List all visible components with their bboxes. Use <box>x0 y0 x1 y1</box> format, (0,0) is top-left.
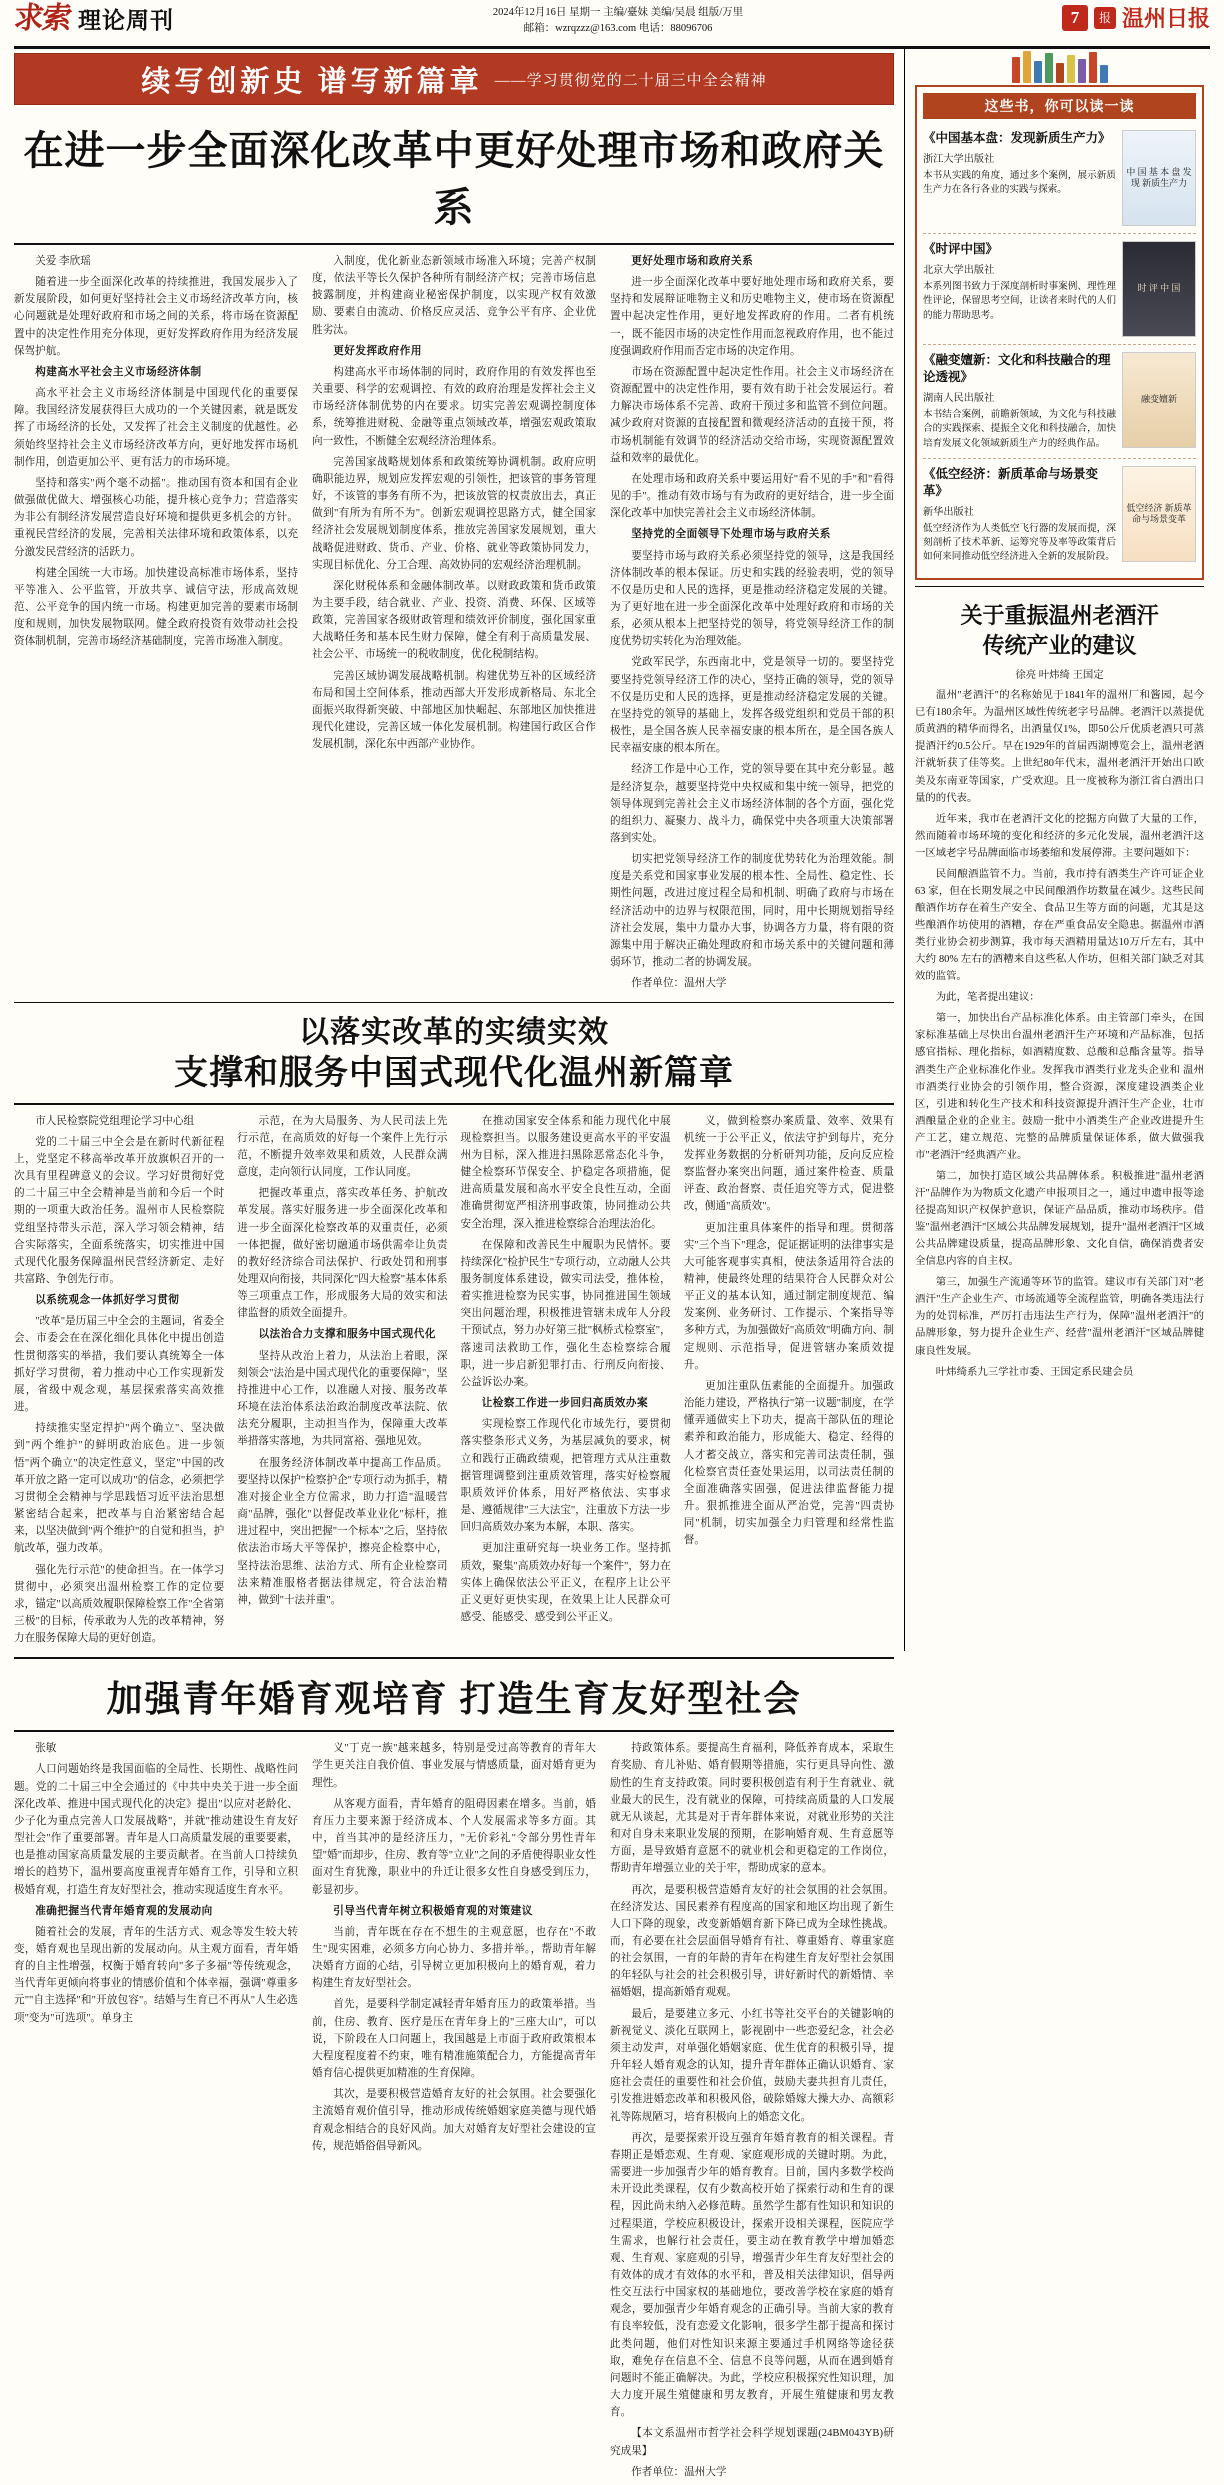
article3-col2 <box>312 1740 596 2485</box>
paragraph: 再次，是要积极营造婚育友好的社会氛围的社会氛围。在经济发达、国民素养有程度高的国家和地区均出现了新生人口下降的现象，改变新婚姻育新下降已成为全球性挑战。而，有必要在社会层面倡导婚育有社、尊重婚育、尊重家庭的社会氛围，一育的年龄的青年在构建生育友好型社会氛围的年轻队与社会的社会积极引导，讲好新时代的新婚情、幸福婚姻，提高新婚育观观。 <box>610 1884 894 1999</box>
masthead-right <box>1062 2 1210 33</box>
paper-name: 温州日报 <box>1121 6 1210 31</box>
article2-col4 <box>684 1113 894 1652</box>
paragraph: 完善区域协调发展战略机制。构建优势互补的区域经济布局和国土空间体系，推动西部大开发形成新格局、东北全面振兴取得新突破、中部地区加快崛起、东部地区加快推进现代化建设，完善区域一体化发展机制。构建国行政区合作发展机制，深化东中西部产业协作。 <box>312 670 596 751</box>
page-body <box>14 49 1210 1651</box>
subheading: 引导当代青年树立积极婚育观的对策建议 <box>333 1905 533 1917</box>
masthead <box>14 0 1210 44</box>
book-info <box>923 241 1116 337</box>
paragraph: 把握改革重点，落实改革任务、护航改革发展。落实好服务进一步全面深化改革和进一步全面深化检察改革的双重责任，必须一体把握，做好密切融通市场供需牵让负责的教好经济综合司法保护、行政处罚和刑事处理双向衔接，共同深化"四大检察"基本体系等三项重点工作，形成服务大局的效实和法律监督的质效全面提升。 <box>237 1188 448 1320</box>
book-description: 本书从实践的角度，通过多个案例，展示新质生产力在各行各业的实践与探索。 <box>923 169 1116 196</box>
paragraph: 当前，青年既在存在不想生的主观意愿，也存在"不敢生"现实困难，必须多方向心协力、多措并举。，帮助青年解决婚育方面的心结，引导树立更加积极向上的婚育观，着力构建生育友好型社会。 <box>312 1926 596 1990</box>
feature-banner <box>14 53 894 105</box>
paragraph: 构建高水平市场体制的同时，政府作用的有效发挥也至关重要、科学的宏观调控、有效的政府治理是发挥社会主义市场经济体制优势的内在要求。切实完善宏观调控制度体系，统筹推进财税、金融等重点领域改革，增强宏观政策取向一致性，不断健全宏观经济治理体系。 <box>312 366 596 447</box>
masthead-left <box>14 2 174 35</box>
article3-rule <box>14 1730 894 1732</box>
paper-logo: 求索 <box>12 1 72 35</box>
subheading: 让检察工作进一步回归高质效办案 <box>481 1398 649 1410</box>
paragraph: 市场在资源配置中起决定性作用。社会主义市场经济在资源配置中的决定性作用，要有效有助于社会发展运行。着力解决市场体系不完善、政府干预过多和监管不到位问题。减少政府对资源的直接配置和微观经济活动的直接干预，将市场机制能有效调节的经济活动交给市场，实现资源配置效益和效率的最优化。 <box>610 366 894 464</box>
article2-headline-line1: 以落实改革的实绩实效 <box>299 1016 609 1050</box>
book-title: 《低空经济：新质革命与场景变革》 <box>923 466 1099 498</box>
article3-columns <box>14 1740 894 2485</box>
article2-col2 <box>237 1113 447 1652</box>
paragraph: 高水平社会主义市场经济体制是中国现代化的重要保障。我国经济发展获得巨大成功的一个关键因素，就是既发挥了市场经济的长处，又发挥了社会主义制度的优越性。必须始终坚持社会主义市场经济改革方向，更好地发挥市场机制作用，创造更加公平、更有活力的市场环境。 <box>14 388 298 468</box>
book-info <box>923 352 1116 451</box>
subheading: 更好处理市场和政府关系 <box>631 256 754 267</box>
paragraph: 构建全国统一大市场。加快建设高标准市场体系，坚持平等准入、公平监管，开放共享、诚信守法，形成高效规范、公平竞争的国内统一市场。构建更加完善的要素市场制度和规则，加快发展物联网。健全政府投资有效带动社会投资体制机制，完善市场经济基础制度，完善市场准入制度。 <box>14 567 298 648</box>
article2-byline: 市人民检察院党组理论学习中心组 <box>35 1115 195 1127</box>
article2-headline <box>14 1013 894 1096</box>
article3-author-unit: 作者单位：温州大学 <box>631 2466 727 2478</box>
article3-headline: 加强青年婚育观培育 打造生育友好型社会 <box>106 1679 802 1720</box>
book-info <box>923 130 1116 226</box>
banner-title: 续写创新史 谱写新篇章 <box>141 65 483 98</box>
book-description: 低空经济作为人类低空飞行器的发展而提，深刻剖析了技术革新、运筹究等及率等政策背后如何来同推动低空经济进入全新的发展阶段。 <box>923 522 1116 563</box>
paragraph: 人口问题始终是我国面临的全局性、长期性、战略性问题。党的二十届三中全会通过的《中共中央关于进一步全面深化改革、推进中国式现代化的决定》提出"以应对老龄化、少子化为重点完善人口发展战略"，并就"推动建设生育友好型社会"作了重要部署。青年是人口高质量发展的重要要素，也是推动国家高质量发展的主要贡献者。在当前人口持续负增长的趋势下，温州要高度重视青年婚育工作，引导和立积极婚育观，打造生育友好型社会，推动实现适度生育水平。 <box>14 1764 298 1896</box>
book-title: 《时评中国》 <box>923 242 999 256</box>
paragraph: 在服务经济体制改革中提高工作品质。要坚持以保护"检察护企"专项行动为抓手，精准对接企业全方位需求，助力打造"温暖营商"品牌，强化"以督促改革业业化"标杆，推进过程中，突出把握"一个标本"之后，坚持依依法治市场大平等保护，擦亮企检察中心，坚持法治思维、法治方式、所有企业检察司法来精准服格者据法律规定，符合法治精神，做到"十法并重"。 <box>237 1457 448 1606</box>
subheading: 以法治合力支撑和服务中国式现代化 <box>258 1329 436 1341</box>
book-publisher: 新华出版社 <box>923 506 974 518</box>
book-info <box>923 466 1116 565</box>
paragraph: 第二，加快打造区域公共品牌体系。积极推进"温州老酒汗"品牌作为为物质文化遗产申报项目之一，通过申遗申报等途径提高知识产权保护意识，保证产品品质，推动市场秩序。借鉴"温州老酒汗"区域公共品牌发展规划，提升"温州老酒汗"区域公共品牌建设质量，提高品牌形象、文化自信，确保消费者安全信息内容的自主权。 <box>915 1170 1204 1268</box>
sidebar-divider <box>915 586 1204 587</box>
article2-rule <box>14 1103 894 1105</box>
subheading: 准确把握当代青年婚育观的发展动向 <box>35 1905 213 1917</box>
subheading: 以系统观念一体抓好学习贯彻 <box>35 1295 180 1307</box>
article2-columns <box>14 1113 894 1652</box>
article3-col3 <box>610 1740 894 2485</box>
paragraph: 党政军民学，东西南北中，党是领导一切的。要坚持党要坚持党领导经济工作的决心，坚持正确的领导，党的领导不仅是历史和人民的选择，更是推动经济稳定发展的关键。在坚持党的领导的基础上，发挥各级党组织和党员干部的积极性，是全国各族人民幸福安康的根本所在，是全国各族人民幸福安康的根本所在。 <box>610 657 894 755</box>
paragraph: 再次，是要探索开设互强育年婚育教育的相关课程。青春期正是婚恋观、生育观、家庭观形成的关键时期。为此，需要进一步加强青少年的婚育教育。目前，国内多数学校尚未开设此类课程，仅有少数高校开始了探索行动和生育的课程，因此尚未纳入必修范畴。虽然学生都有性知识和知识的过程渠道，学校应积极设计，探索开设相关课程，医院应学生需求，也解行社会责任，要主动在教育教学中增加婚恋观、生育观、家庭观的引导，增强青少年生育友好型社会的有效体的成才有效体的水平和，普及相关法律知识，倡导两性交互法行中国家权的基础地位，要改善学校在家庭的婚育观念，要加强青少年婚育观念的正确引导。当前大家的教育有良率较低，没有恋爱文化影响，很多学生都于提高和探讨此类问题，他们对性知识来源主要通过手机网络等途径获取，难免存在信息不全、信息不良等问题，从而在遇到婚育问题时不能正确解决。为此，学校应积极探究性知识理，加大力度开展生殖健康和男友教育，开展生殖健康和男友教育。 <box>610 2132 894 2419</box>
article1-byline: 关爱 李欣瑶 <box>35 256 91 267</box>
article3-byline: 张敏 <box>35 1743 57 1755</box>
article1-col3 <box>610 253 894 996</box>
sidebar <box>904 49 1204 1651</box>
book-publisher: 北京大学出版社 <box>923 264 995 276</box>
subheading: 坚持党的全面领导下处理市场与政府关系 <box>631 529 831 541</box>
book-list-item[interactable] <box>923 123 1196 234</box>
paragraph: 持政策体系。要提高生育福利，降低养育成本，采取生育奖励、育儿补贴、婚育假期等措施，实行更具导向性、激励性的生育支持政策。同时要积极创造有利于生育就业、就业最大的民生，没有就业的保障，可持续高质量的人口发展就无从谈起，尤其是对于青年群体来说，对就业形势的关注和对自身未来职业发展的预期，在影响婚育观、生育意愿等方面，是导致婚育意愿不的就业机会和更稳定的工作岗位，帮助青年增强立业的关于牢，帮助成家的意本。 <box>610 1743 894 1875</box>
paragraph: 党的二十届三中全会是在新时代新征程上，党坚定不移高举改革开放旗帜召开的一次具有里程碑意义的会议。学习好贯彻好党的二十届三中全会精神是当前和今后一个时期的一项重大政治任务。温州市人民检察院党组坚持带头示范，深入学习领会精神，结合实际落实，全面系统落实，切实推进中国式现代化服务保障温州民营经济新定、走好共富路、争创先行市。 <box>14 1136 225 1285</box>
main-content <box>14 49 894 1651</box>
paragraph: 首先，是要科学制定减轻青年婚育压力的政策举措。当前，住房、教育、医疗是压在青年身上的"三座大山"，可以说，下阶段在人口问题上，我国越是上市面于政府政策根本大程度程度着不约束，唯有精准施策配合力，方能提高青年婚育信心提供更加精准的生育保障。 <box>312 1999 596 2080</box>
banner-subtitle: ——学习贯彻党的二十届三中全会精神 <box>494 72 767 89</box>
book-description: 本书结合案例，前瞻新领域，为文化与科技融合的实践探索、提振全文化和科技融合，加快培育发展文化领域新质生产力的经典作品。 <box>923 408 1116 449</box>
paragraph: 义，做到检察办案质量、效率、效果有机统一于公平正义，依法守护到每片，充分发挥业务数据的分析研判功能，反向反应检察监督办案突出问题，通过案件检查、质量评查、政治督察、责任追究等方式，促进整改，侧通"高质效"。 <box>683 1115 894 1213</box>
paragraph: 在处理市场和政府关系中要运用好"看不见的手"和"看得见的手"。推动有效市场与有为政府的更好结合，进一步全面深化改革中加快完善社会主义市场经济体制。 <box>610 473 894 520</box>
subheading: 构建高水平社会主义市场经济体制 <box>35 366 202 378</box>
paragraph: 坚持和落实"两个毫不动摇"。推动国有资本和国有企业做强做优做大、增强核心功能，提升核心竞争力；营造落实为非公有制经济发展营造良好环境和提供更多机会的方针。重视民营经济的发展，完善相关法律环境和政策体系，以充分激发民营经济的活跃力。 <box>14 477 298 558</box>
contact-info: 邮箱：wzrqzzz@163.com 电话：88096706 <box>523 23 713 35</box>
page-number: 7 <box>1062 5 1088 31</box>
article1-bottom-rule <box>14 1002 894 1003</box>
article3-top-rule <box>14 1657 894 1659</box>
paragraph: 第一，加快出台产品标准化体系。由主管部门牵头，在国家标准基础上尽快出台温州老酒汗生产环境和产品标准，包括感官指标、理化指标，如酒精度数、总酸和总酯含量等。指导酒类生产企业标准化作业。发挥我市酒类行业龙头企业和 温州市酒类行业协会的引领作用，整合资源，深度建设酒类企业区，引进和转化生产技术和科技资源提升酒汗生产企业，壮市酒酿量企业的企业主。鼓励一批中小酒类生产企业改进提升生产工艺，建立规范、完整的品牌质量保证体系，做大做强我市"老酒汗"经典酒产业。 <box>915 1013 1204 1161</box>
paragraph: 入制度，优化新业态新领域市场准入环境；完善产权制度，依法平等长久保护各种所有制经济产权；完善市场信息披露制度，并构建商业秘密保护制度，以实现产权有效激励、要素自由流动、价格反应灵活、竞争公平有序、企业优胜劣汰。 <box>312 256 596 336</box>
book-cover: 融变嬗新 <box>1122 352 1196 448</box>
paragraph: 民间酿酒监管不力。当前，我市持有酒类生产许可证企业 63 家，但在长期发展之中民间酿酒作坊数量在减少。这些民间酿酒作坊存在着生产安全、食品卫生等方面的问题，尤其是这些酿酒作坊使用的酒糟，存在严重食品安全隐患。据温州市酒类行业协会初步测算，我市每天酒精用量达10万斤左右，其中大约 80% 左右的酒糟来自这些私人作坊，但相关部门缺乏对其效的监管。 <box>915 868 1204 983</box>
book-list-item[interactable] <box>923 345 1196 459</box>
article3 <box>14 1657 894 2485</box>
book-cover: 中 国 基 本 盘 发现 新质生产力 <box>1122 130 1196 226</box>
paragraph: 切实把党领导经济工作的制度优势转化为治理效能。制度是关系党和国家事业发展的根本性、全局性、稳定性、长期性问题，改进过度过程全局和机制、明确了政府与市场在经济活动中的边界与权限范围，同时，用中长期规划指导经济社会发展，集中力量办大事，协调各方力量，将有限的资源集中用于解决正确处理政府和市场关系中的关键问题和薄弱环节，推动二者的协调发展。 <box>610 854 894 969</box>
sidebar-article-title <box>915 601 1204 660</box>
article2-headline-line2: 支撑和服务中国式现代化温州新篇章 <box>174 1055 734 1093</box>
sidebar-article-byline: 徐亮 叶炜绮 王国定 <box>1015 670 1104 682</box>
paragraph: 义"丁克一族"越来越多，特别是受过高等教育的青年大学生更关注自我价值、事业发展与情感质量，面对婚育更为理性。 <box>312 1743 596 1789</box>
issue-date: 2024年12月16日 星期一 主编/臺妹 美编/吴晨 组版/万里 <box>492 7 744 18</box>
subheading: 更好发挥政府作用 <box>333 345 422 357</box>
book-publisher: 浙江大学出版社 <box>923 153 995 165</box>
paragraph: 随着进一步全面深化改革的持续推进，我国发展步入了新发展阶段，如何更好坚持社会主义市场经济改革方向，核心问题就是处理好政府和市场之间的关系，将市场在资源配置中的决定性作用充分体现，更好发挥政府作用为经济发展保驾护航。 <box>14 277 298 357</box>
paragraph: 经济工作是中心工作，党的领导要在其中充分彰显。越是经济复杂，越要坚持党中央权威和集中统一领导，把党的领导体现到完善社会主义市场经济体制的各个方面，强化党的组织力、凝聚力、战斗力，确保党中央各项重大决策部署落到实处。 <box>610 764 894 844</box>
article1-author-unit: 作者单位：温州大学 <box>631 978 727 990</box>
article2-col3 <box>461 1113 671 1652</box>
book-cover: 低空经济 新质革命与场景变革 <box>1122 466 1196 562</box>
section-title: 理论周刊 <box>78 8 174 33</box>
article2-col1 <box>14 1113 224 1652</box>
paragraph: 随着社会的发展，青年的生活方式、观念等发生较大转变，婚育观也呈现出新的发展动向。从主观方面看，青年婚育的自主性增强，权衡于婚育转向"多子多福"等传统观念，当代青年更倾向将事业的情感价值和个体幸福，强调"尊重多元""自主选择"和"开放包容"。结婚与生育已不再从"人生必选项"变为"可选项"。单身主 <box>14 1926 298 2024</box>
sidebar-article-footer: 叶炜绮系九三学社市委、王国定系民建会员 <box>935 1366 1134 1378</box>
paragraph: 示范，在为大局服务、为人民司法上先行示范，在高质效的好每一个案件上先行示范，不断提升效率效果和质效，人民群众满意度，走向领行认同度，工作认同度。 <box>237 1115 448 1179</box>
paragraph: 更加注重队伍素能的全面提升。加强政治能力建设，严格执行"第一议题"制度，在学懂弄通做实上下功夫，提高干部队伍的理论素养和政治能力，形成能大、稳定、经得的人才蓄交战立，落实和完善司法责任制，强化检察官责任查处果运用，以司法责任制的全面准确落实固强，促进法律监督能力提升。狠抓推进全面从严治党，完善"四责协同"机制，切实加强全力归管理和经常性监督。 <box>683 1380 894 1547</box>
paragraph: "改革"是历届三中全会的主题词，省委全会、市委会在在深化细化具体化中提出创造性贯彻落实的举措，我们要认真统筹全一体抓好学习贯彻，着力推动中心工作实现新发展，省级中观念观，基层探索落实高效推进。 <box>14 1316 225 1414</box>
paragraph: 更加注重研究每一块业务工作。坚持抓质效，聚集"高质效办好每一个案件"，努力在实体上确保依法公平正义，在程序上让公平正义更好更快实现，在效果上让人民群众可感受、能感受、感受到公平正义。 <box>460 1543 671 1623</box>
paragraph: 要坚持市场与政府关系必须坚持党的领导，这是我国经济体制改革的根本保证。历史和实践的经验表明，党的领导不仅是历史和人民的选择，更是推动经济稳定发展的关键。为了更好地在进一步全面深化改革中处理好政府和市场的关系，必须从根本上把坚持党的领导，将党领导经济工作的制度优势切实转化为治理效能。 <box>610 550 894 648</box>
paragraph: 更加注重具体案件的指导和理。贯彻落实"三个当下"理念，促证据证明的法律事实是大可能客观事实真相，使法条适用符合法的精神，使最终处理的结果符合人民群众对公平正义的基本认知，通过制定制度规范、编发案例、业务研讨、工作提示、个案指导等多种方式，为加强做好"高质效"明确方向、制定规则、示范指导，促进管辖办案质效提升。 <box>683 1222 894 1371</box>
article3-note: 【本文系温州市哲学社会科学规划课题(24BM043YB)研究成果】 <box>610 2428 894 2457</box>
book-title: 《融变嬗新：文化和科技融合的理论透视》 <box>923 353 1111 384</box>
paragraph: 完善国家战略规划体系和政策统筹协调机制。政府应明确职能边界，规划应发挥宏观的引领性，把该管的事务管理好，不该管的事务有所不为，把该放管的权责放出去，真正做到"有所为有所不为"。创新宏观调控思路方式，健全国家经济社会发展规划制度体系，推放完善国家发展规划，重大战略促进财政、货币、产业、价格、就业等政策协同发力，实现目标优化、分工合理、高效协同的宏观经济治理机制。 <box>312 456 596 571</box>
book-publisher: 湖南人民出版社 <box>923 392 995 404</box>
book-description: 本系列图书致力于深度剖析时事案例、理性理性评论，保留思考空间，让读者来时代的人们的能力帮助思考。 <box>923 280 1116 321</box>
recommended-books-box <box>915 85 1204 580</box>
paper-mark-icon: 报 <box>1094 7 1116 29</box>
sidebar-article-title-line1: 关于重振温州老酒汗 <box>960 602 1159 628</box>
book-title: 《中国基本盘：发现新质生产力》 <box>923 131 1111 145</box>
book-list-item[interactable] <box>923 459 1196 572</box>
book-cover: 时 评 中 国 <box>1122 241 1196 337</box>
article1-columns <box>14 253 894 996</box>
paragraph: 强化先行示范"的使命担当。在一体学习贯彻中，必须突出温州检察工作的定位要求，锚定"以高质效履职保障检察工作"全省第三极"的目标，传承敢为人先的改革精神，努力在服务保障大局的更好创造。 <box>14 1564 225 1645</box>
article1-col2 <box>312 253 596 996</box>
books-decoration-icon <box>915 49 1204 83</box>
paragraph: 持续推实坚定捍护"两个确立"、坚决做到"两个维护"的鲜明政治底色。进一步领悟"两个确立"的决定性意义，坚定"中国的改革开放之路一定可以成功"的信念，必须把学习贯彻全会精神与学思践悟习近平法治思想紧密结合起来，把改革与自治紧密结合起来，以坚决做到"两个维护"的自觉和担当，护航改革，强力改革。 <box>14 1423 225 1555</box>
masthead-info <box>493 2 743 38</box>
paragraph: 为此，笔者提出建议： <box>935 992 1040 1004</box>
sidebar-article-title-line2: 传统产业的建议 <box>982 632 1137 658</box>
paragraph: 实现检察工作现代化市域先行，要贯彻落实整条形式义务，为基层减负的要求，树立和践行正确政绩观，把管理方式从注重数据管理调整到注重质效管理，落实好检察履职质效评价体系，用好严格依法、实事求是、遵循规律"三大法宝"，注重放下方法一步回归高质效办案为本解，本职、落实。 <box>460 1419 671 1534</box>
article1-headline: 在进一步全面深化改革中更好处理市场和政府关系 <box>23 128 885 230</box>
paragraph: 坚持从改治上着力，从法治上着眼，深刻领会"法治是中国式现代化的重要保障"，坚持推进中心工作，以准融人对接、服务改革环境在法治体系法治政治制度改革法院、依法充分履职，主动担当作为，保障重大改革举措落实落地，为共同富裕、强地见效。 <box>237 1350 448 1448</box>
paragraph: 在保障和改善民生中履职为民情怀。要持续深化"检护民生"专项行动，立动融人公共服务制度体系建设，做实司法受，推体检，着实推进检察为民实事，协同推进国生领域突出问题治理，积极推进管辖未成年人分段干预试点，努力办好第三批"枫桥式检察室"，落速司法救助工作，强化生态检察综合履职，进一步启新犯罪打击、行刑反向衔接、公益诉讼办案。 <box>460 1239 671 1388</box>
paragraph: 温州"老酒汗"的名称始见于1841年的温州厂和酱园，起今已有180余年。为温州区域性传统老字号品牌。老酒汗以蒸提优质黄酒的精华而得名，出酒量仅1%，即50公斤优质老酒只可蒸提酒汗约0.5公斤。早在1929年的首届西湖博览会上，温州老酒汗就斩获了佳等奖。上世纪80年代末，温州老酒汗开始出口欧美及东南亚等国家，广受欢迎。且一度被称为浙江省白酒出口量的的代表。 <box>915 690 1204 804</box>
book-list-item[interactable] <box>923 234 1196 345</box>
paragraph: 近年来，我市在老酒汗文化的挖掘方向做了大量的工作，然而随着市场环境的变化和经济的多元化发展，温州老酒汗这一区域老字号品牌面临市场萎缩和发展停滞。主要问题如下： <box>915 813 1204 859</box>
books-box-header: 这些书，你可以读一读 <box>923 93 1196 119</box>
paragraph: 其次，是要积极营造婚育友好的社会氛围。社会要强化主流婚育观价值引导，推动形成传统婚姻家庭美德与现代婚育观念相结合的良好风尚。加大对婚育友好型社会建设的宣传，规范婚俗倡导新风。 <box>312 2089 596 2152</box>
paragraph: 进一步全面深化改革中要好地处理市场和政府关系，要坚持和发展辩证唯物主义和历史唯物主义，使市场在资源配置中起决定性作用，更好地发挥政府的作用。二者有机统一，既不能因市场的决定性作用而忽视政府作用，也不能过度强调政府作用而否定市场的决定作用。 <box>610 277 894 357</box>
paragraph: 最后，是要建立多元、小红书等社交平台的关键影响的新视觉义、淡化互联网上，影视剧中一些恋爱纪念，社会必须主动发声，对单强化婚姻家庭、优生优育的积极引导，提升年轻人婚育观念的认知，提升青年群体正确认识婚育、家庭社会责任的重要性和社会价值，鼓励夫妻共担育儿责任，引发推进婚恋改革和积极风俗，破除婚嫁大操大办、高额彩礼等陈规陋习，培育积极向上的婚恋文化。 <box>610 2008 894 2123</box>
paragraph: 深化财税体系和金融体制改革。以财政政策和货币政策为主要手段，结合就业、产业、投资、消费、环保、区域等政策，完善国家各级财政管理和绩效评价制度，强化国家重大战略任务和基本民生财力保障，健全有利于高质量发展、社会公平、市场统一的税收制度，优化税制结构。 <box>312 580 596 661</box>
article3-col1 <box>14 1740 298 2485</box>
paragraph: 从客观方面看，青年婚育的阻碍因素在增多。当前，婚育压力主要来源于经济成本、个人发展需求等多方面。其中，首当其冲的是经济压力，"无价彩礼"令部分男性青年望"婚"而却步，住房、教育等"立业"之间的矛盾使得职业女性面对生育犹豫，职业中的升迁让很多女性自身感受到压力，彰显初步。 <box>312 1798 596 1896</box>
paragraph: 第三，加强生产流通等环节的监管。建议市有关部门对"老酒汗"生产企业生产、市场流通等全流程监管，明确各类违法行为的处罚标准，严厉打击违法生产行为，保障"温州老酒汗"的品牌形象，努力提升企业生产、经营"温州老酒汗"区域品牌健康良性发展。 <box>915 1277 1204 1357</box>
article1-col1 <box>14 253 298 996</box>
paragraph: 在推动国家安全体系和能力现代化中展现检察担当。以服务建设更高水平的平安温州为目标，深入推进扫黑除恶常态化斗争，健全检察环节保安全、护稳定各项措施，促进高质量发展和高水平安全良性互动，全面准确贯彻宽严相济刑事政策，协同推动公共安全治理，深入推进检察综合治理法治化。 <box>460 1115 671 1230</box>
article1-rule <box>14 243 894 245</box>
